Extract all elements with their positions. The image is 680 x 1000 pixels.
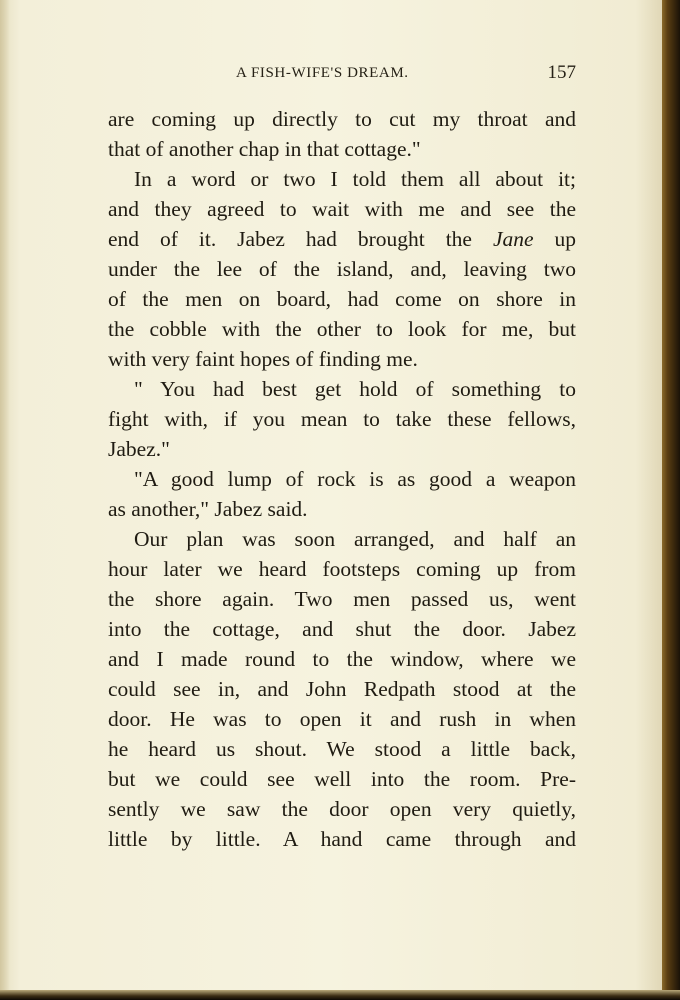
text-line: hour later we heard footsteps coming up from	[108, 557, 576, 581]
running-title: A FISH-WIFE'S DREAM.	[236, 65, 409, 81]
text-line: but we could see well into the room. Pre-	[108, 767, 576, 791]
text-line: under the lee of the island, and, leaving two	[108, 257, 576, 281]
text-line: In a word or two I told them all about it;	[134, 167, 576, 191]
text-line-segment: end of it. Jabez had brought the	[108, 227, 493, 251]
text-line: as another," Jabez said.	[108, 497, 308, 521]
text-line	[108, 224, 576, 254]
text-line: and they agreed to wait with me and see the	[108, 197, 576, 221]
text-line: that of another chap in that cottage."	[108, 137, 421, 161]
ship-name-italic: Jane	[492, 227, 534, 251]
page-number: 157	[547, 62, 576, 83]
text-line: he heard us shout. We stood a little back,	[108, 737, 576, 761]
text-line: "A good lump of rock is as good a weapon	[134, 467, 576, 491]
text-line: Jabez."	[108, 437, 170, 461]
text-line: fight with, if you mean to take these fellows,	[108, 407, 576, 431]
text-line: " You had best get hold of something to	[134, 377, 576, 401]
text-line: and I made round to the window, where we	[108, 647, 576, 671]
text-line: are coming up directly to cut my throat and	[108, 107, 576, 131]
text-line: the shore again. Two men passed us, went	[108, 587, 576, 611]
text-line: with very faint hopes of finding me.	[108, 347, 418, 371]
text-line: into the cottage, and shut the door. Jabez	[108, 617, 576, 641]
book-edge-right	[662, 0, 680, 1000]
text-line: the cobble with the other to look for me, but	[108, 317, 576, 341]
text-line: door. He was to open it and rush in when	[108, 707, 576, 731]
running-header	[108, 62, 576, 86]
text-line: little by little. A hand came through and	[108, 827, 576, 851]
page-gutter-shadow	[0, 0, 10, 990]
body-text	[108, 104, 576, 854]
text-line: could see in, and John Redpath stood at the	[108, 677, 576, 701]
text-line: sently we saw the door open very quietly,	[108, 797, 576, 821]
text-line-segment: up	[533, 227, 577, 251]
text-line: Our plan was soon arranged, and half an	[134, 527, 576, 551]
book-edge-bottom	[0, 990, 680, 1000]
text-line: of the men on board, had come on shore in	[108, 287, 576, 311]
